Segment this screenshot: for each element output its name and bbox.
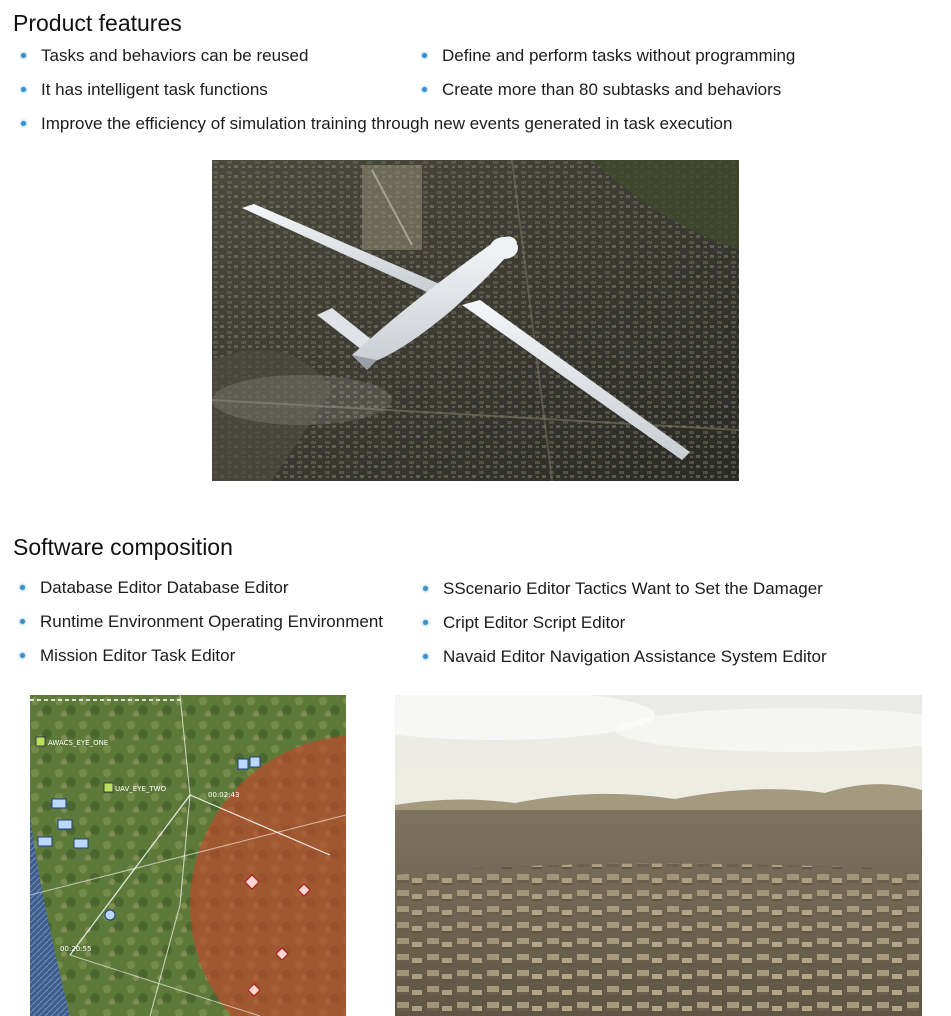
bullet-dot-icon: [21, 53, 26, 58]
bullet-dot-icon: [20, 585, 25, 590]
bullet-dot-icon: [20, 619, 25, 624]
component-item: Mission Editor Task Editor: [40, 646, 235, 666]
bullet-dot-icon: [423, 654, 428, 659]
mission-map-image: [30, 695, 346, 1016]
feature-item: Tasks and behaviors can be reused: [41, 46, 308, 66]
bullet-dot-icon: [422, 53, 427, 58]
component-item: Cript Editor Script Editor: [443, 613, 625, 633]
uav-flight-photo: [212, 160, 739, 481]
terrain-3d-image: [395, 695, 922, 1016]
time-label: 00:20:55: [60, 945, 92, 953]
bullet-dot-icon: [21, 87, 26, 92]
component-item: Navaid Editor Navigation Assistance System Editor: [443, 647, 827, 667]
component-item: SScenario Editor Tactics Want to Set the Damager: [443, 579, 823, 599]
feature-item: Define and perform tasks without programming: [442, 46, 795, 66]
awacs-label: AWACS_EYE_ONE: [48, 739, 109, 747]
feature-item: Create more than 80 subtasks and behaviors: [442, 80, 781, 100]
bullet-dot-icon: [20, 653, 25, 658]
uav-label: UAV_EYE_TWO: [115, 785, 167, 793]
component-item: Runtime Environment Operating Environment: [40, 612, 383, 632]
feature-item: Improve the efficiency of simulation training through new events generated in task execution: [41, 114, 732, 134]
bullet-dot-icon: [422, 87, 427, 92]
component-item: Database Editor Database Editor: [40, 578, 289, 598]
bullet-dot-icon: [21, 121, 26, 126]
feature-item: It has intelligent task functions: [41, 80, 268, 100]
bullet-dot-icon: [423, 586, 428, 591]
software-composition-heading: Software composition: [13, 534, 233, 560]
time-label: 00:02:43: [208, 791, 240, 799]
bullet-dot-icon: [423, 620, 428, 625]
product-features-heading: Product features: [13, 10, 182, 36]
